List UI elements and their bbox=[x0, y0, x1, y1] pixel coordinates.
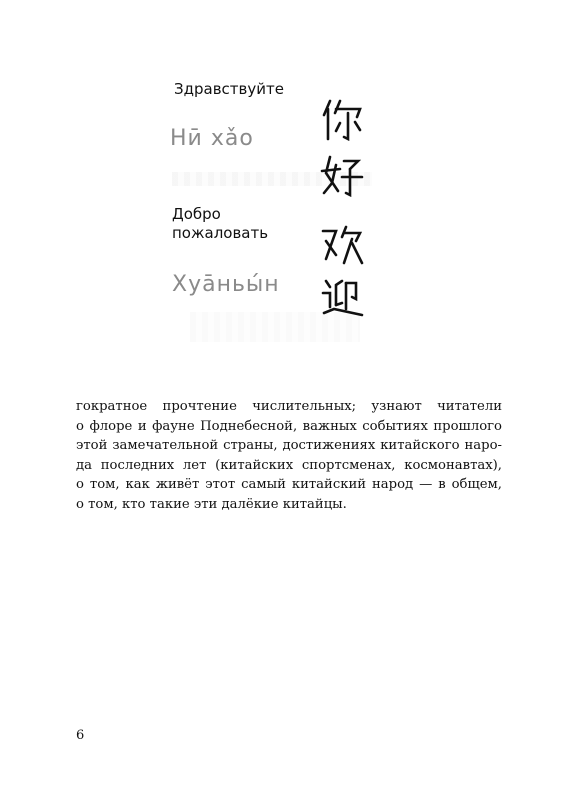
hanzi-ni bbox=[320, 78, 364, 122]
hanzi-ying bbox=[320, 256, 364, 300]
greeting-figure bbox=[160, 60, 382, 360]
body-paragraph bbox=[76, 397, 502, 515]
text-line: да последних лет (китайских спортсменах, космонавтах), bbox=[76, 457, 502, 473]
greeting-pinyin: Нӣ хǎо bbox=[170, 126, 254, 151]
hanzi-huan bbox=[320, 204, 364, 248]
greeting-label: Здравствуйте bbox=[174, 80, 284, 98]
page-number: 6 bbox=[76, 728, 85, 743]
welcome-pinyin: Хуāньы́н bbox=[172, 272, 280, 297]
text-line: этой замечательной страны, достижениях китайского наро- bbox=[76, 438, 502, 454]
text-line: о флоре и фауне Поднебесной, важных событиях прошлого bbox=[76, 418, 502, 434]
hanzi-hao bbox=[320, 134, 364, 178]
welcome-label: Добро пожаловать bbox=[172, 205, 269, 242]
text-line: о том, как живёт этот самый китайский народ — в общем, bbox=[76, 477, 502, 493]
text-line: о том, кто такие эти далёкие китайцы. bbox=[76, 496, 347, 512]
text-line: гократное прочтение числительных; узнают читатели bbox=[76, 399, 502, 414]
